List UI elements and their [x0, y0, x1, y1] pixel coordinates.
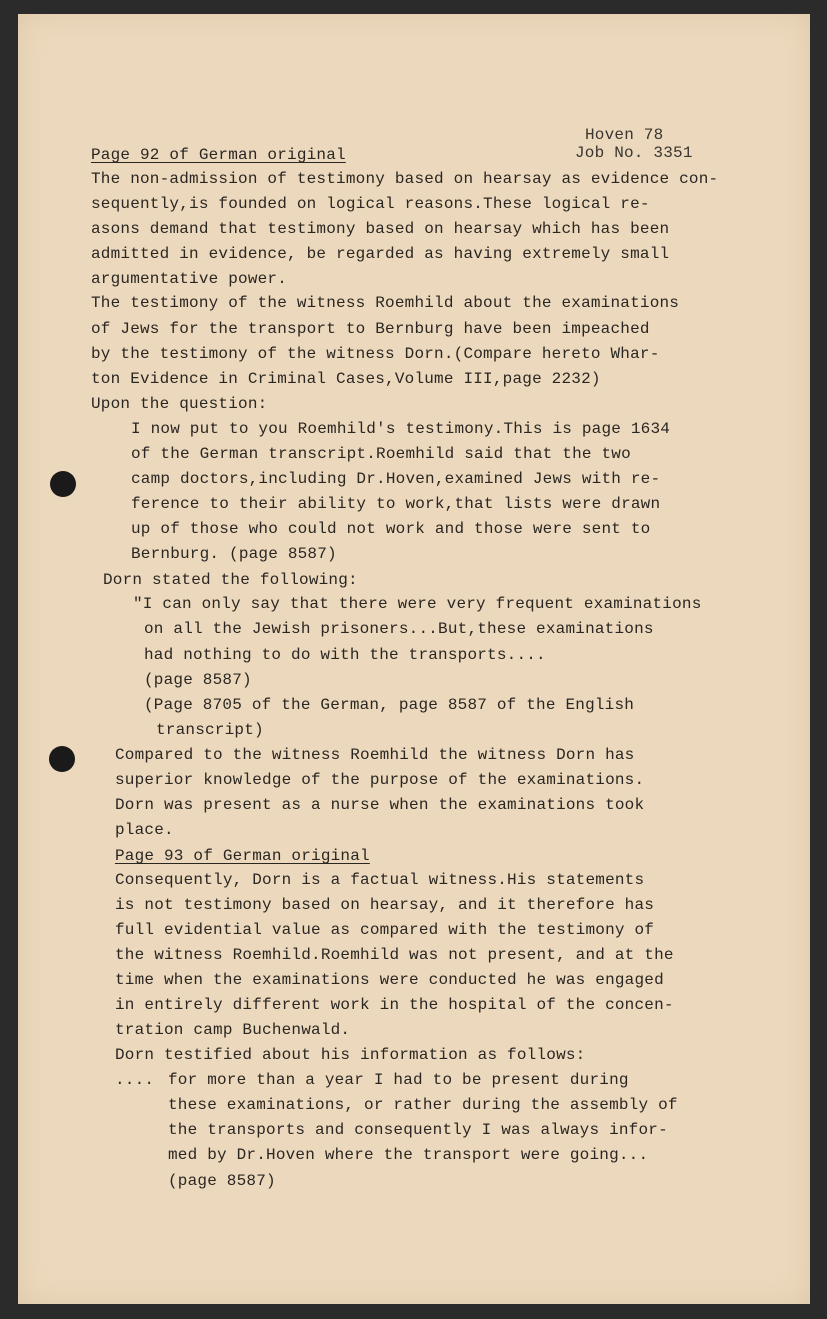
- text-line: argumentative power.: [91, 270, 288, 288]
- quote-line: (page 8587): [168, 1172, 276, 1190]
- text-line: Dorn was present as a nurse when the examinations took: [115, 796, 645, 814]
- text-line: The non-admission of testimony based on hearsay as evidence con-: [91, 170, 719, 188]
- defendant-label: Hoven 78: [585, 126, 664, 144]
- text-line: superior knowledge of the purpose of the examinations.: [115, 771, 645, 789]
- text-line: sequently,is founded on logical reasons.These logical re-: [91, 195, 650, 213]
- text-line: Dorn testified about his information as follows:: [115, 1046, 586, 1064]
- punch-hole: [50, 471, 76, 497]
- document-page: [18, 14, 810, 1304]
- quote-line: on all the Jewish prisoners...But,these examinations: [144, 620, 654, 638]
- text-line: Consequently, Dorn is a factual witness.His statements: [115, 871, 645, 889]
- quote-line: camp doctors,including Dr.Hoven,examined Jews with re-: [131, 470, 661, 488]
- text-line: The testimony of the witness Roemhild about the examinations: [91, 294, 680, 312]
- quote-line: of the German transcript.Roemhild said that the two: [131, 445, 631, 463]
- text-line: admitted in evidence, be regarded as having extremely small: [91, 245, 670, 263]
- text-line: by the testimony of the witness Dorn.(Compare hereto Whar-: [91, 345, 660, 363]
- text-line: the witness Roemhild.Roemhild was not present, and at the: [115, 946, 674, 964]
- quote-line: I now put to you Roemhild's testimony.This is page 1634: [131, 420, 671, 438]
- text-line: ton Evidence in Criminal Cases,Volume III,page 2232): [91, 370, 601, 388]
- quote-line: "I can only say that there were very frequent examinations: [133, 595, 702, 613]
- quote-line: ference to their ability to work,that lists were drawn: [131, 495, 661, 513]
- quote-line: had nothing to do with the transports....: [144, 646, 546, 664]
- question-label: Upon the question:: [91, 395, 268, 413]
- punch-hole: [49, 746, 75, 772]
- section-heading: Page 92 of German original: [91, 146, 346, 164]
- quote-line: (page 8587): [144, 671, 252, 689]
- text-line: full evidential value as compared with the testimony of: [115, 921, 655, 939]
- quote-line: med by Dr.Hoven where the transport were going...: [168, 1146, 649, 1164]
- dorn-label: Dorn stated the following:: [103, 571, 358, 589]
- text-line: asons demand that testimony based on hearsay which has been: [91, 220, 670, 238]
- text-line: tration camp Buchenwald.: [115, 1021, 351, 1039]
- quote-line: these examinations, or rather during the assembly of: [168, 1096, 678, 1114]
- section-heading: Page 93 of German original: [115, 847, 370, 865]
- quote-line: up of those who could not work and those were sent to: [131, 520, 651, 538]
- quote-line: Bernburg. (page 8587): [131, 545, 337, 563]
- text-line: Compared to the witness Roemhild the witness Dorn has: [115, 746, 635, 764]
- document-number: Job No. 3351: [575, 144, 693, 162]
- text-line: time when the examinations were conducted he was engaged: [115, 971, 664, 989]
- quote-line: for more than a year I had to be present during: [168, 1071, 629, 1089]
- quote-line: (Page 8705 of the German, page 8587 of the English: [144, 696, 635, 714]
- quote-line: the transports and consequently I was always infor-: [168, 1121, 668, 1139]
- text-line: of Jews for the transport to Bernburg have been impeached: [91, 320, 650, 338]
- text-line: place.: [115, 821, 174, 839]
- text-line: is not testimony based on hearsay, and it therefore has: [115, 896, 655, 914]
- quote-lead: ....: [115, 1071, 155, 1089]
- quote-line: transcript): [156, 721, 264, 739]
- text-line: in entirely different work in the hospital of the concen-: [115, 996, 674, 1014]
